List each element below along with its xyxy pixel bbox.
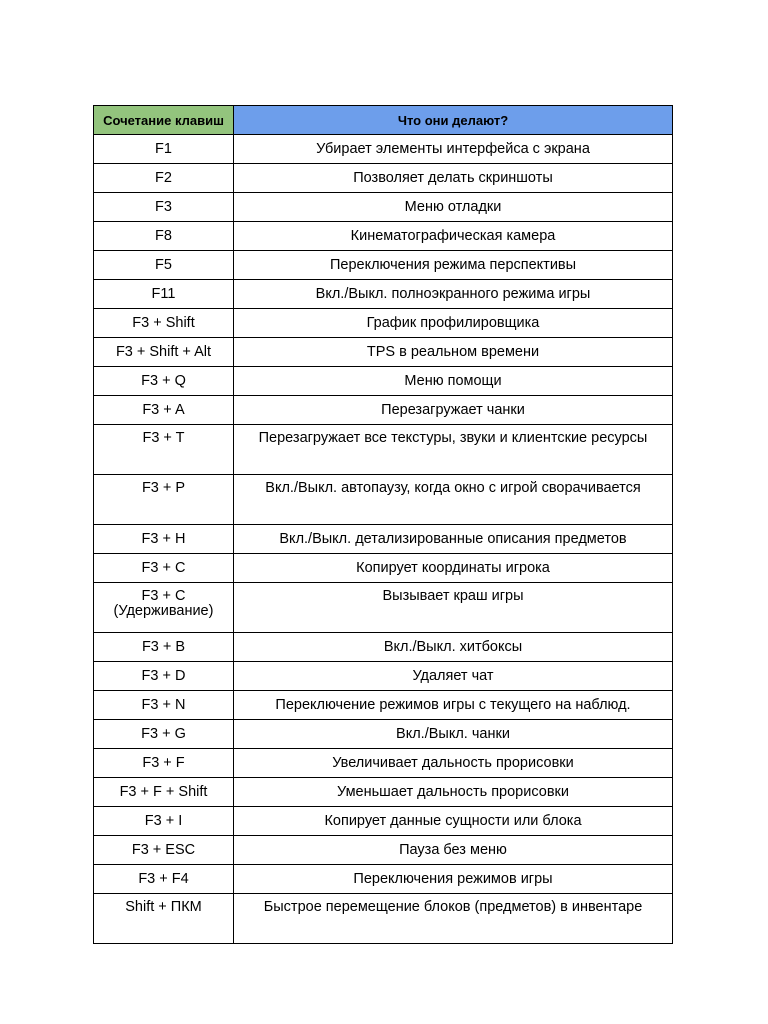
- table-row: [94, 865, 673, 894]
- table-row: [94, 525, 673, 554]
- description-cell: Вкл./Выкл. детализированные описания предметов: [234, 525, 673, 554]
- table-row: [94, 836, 673, 865]
- table-row: [94, 633, 673, 662]
- key-combo-cell: F3 + T: [94, 425, 234, 475]
- table-row: [94, 396, 673, 425]
- table-row: [94, 309, 673, 338]
- header-row: [94, 106, 673, 135]
- description-cell: Меню отладки: [234, 193, 673, 222]
- table-row: [94, 778, 673, 807]
- description-cell: Пауза без меню: [234, 836, 673, 865]
- key-combo-cell: F3 + Shift + Alt: [94, 338, 234, 367]
- key-combo-cell: F11: [94, 280, 234, 309]
- key-combo-cell: F3 + B: [94, 633, 234, 662]
- table-row: [94, 583, 673, 633]
- table-row: [94, 193, 673, 222]
- key-combo-cell: F3 + A: [94, 396, 234, 425]
- description-cell: TPS в реальном времени: [234, 338, 673, 367]
- description-cell: Меню помощи: [234, 367, 673, 396]
- key-combo-cell: F3 + F4: [94, 865, 234, 894]
- key-combo-cell: F3 + F: [94, 749, 234, 778]
- header-combo: Сочетание клавиш: [94, 106, 234, 135]
- key-combo-cell: F3 + H: [94, 525, 234, 554]
- key-combo-cell: F3 + N: [94, 691, 234, 720]
- key-combo-cell: F3 + C (Удерживание): [94, 583, 234, 633]
- description-cell: Переключения режимов игры: [234, 865, 673, 894]
- description-cell: Уменьшает дальность прорисовки: [234, 778, 673, 807]
- table-row: [94, 338, 673, 367]
- table-row: [94, 554, 673, 583]
- description-cell: Перезагружает чанки: [234, 396, 673, 425]
- description-cell: Кинематографическая камера: [234, 222, 673, 251]
- header-description: Что они делают?: [234, 106, 673, 135]
- key-combo-cell: F3 + C: [94, 554, 234, 583]
- key-combo-cell: F5: [94, 251, 234, 280]
- table-row: [94, 894, 673, 944]
- table-row: [94, 164, 673, 193]
- table-row: [94, 475, 673, 525]
- description-cell: Переключение режимов игры с текущего на наблюд.: [234, 691, 673, 720]
- table-row: [94, 662, 673, 691]
- key-combo-cell: F1: [94, 135, 234, 164]
- table-body: [94, 135, 673, 944]
- table-row: [94, 251, 673, 280]
- key-combo-cell: F3: [94, 193, 234, 222]
- description-cell: Позволяет делать скриншоты: [234, 164, 673, 193]
- description-cell: Вкл./Выкл. хитбоксы: [234, 633, 673, 662]
- key-combo-cell: F3 + Shift: [94, 309, 234, 338]
- description-cell: График профилировщика: [234, 309, 673, 338]
- description-cell: Копирует данные сущности или блока: [234, 807, 673, 836]
- key-combo-cell: F3 + F + Shift: [94, 778, 234, 807]
- table-row: [94, 807, 673, 836]
- key-combo-cell: F3 + D: [94, 662, 234, 691]
- description-cell: Копирует координаты игрока: [234, 554, 673, 583]
- key-combo-cell: F3 + Q: [94, 367, 234, 396]
- key-combo-cell: F3 + G: [94, 720, 234, 749]
- table-row: [94, 425, 673, 475]
- table-row: [94, 749, 673, 778]
- table-row: [94, 720, 673, 749]
- table-row: [94, 367, 673, 396]
- key-combo-cell: F3 + I: [94, 807, 234, 836]
- description-cell: Убирает элементы интерфейса с экрана: [234, 135, 673, 164]
- table-row: [94, 135, 673, 164]
- description-cell: Вкл./Выкл. автопаузу, когда окно с игрой сворачивается: [234, 475, 673, 525]
- description-cell: Вкл./Выкл. чанки: [234, 720, 673, 749]
- description-cell: Вызывает краш игры: [234, 583, 673, 633]
- hotkeys-table: [93, 105, 673, 944]
- table-row: [94, 222, 673, 251]
- key-combo-cell: F8: [94, 222, 234, 251]
- description-cell: Переключения режима перспективы: [234, 251, 673, 280]
- key-combo-cell: F3 + P: [94, 475, 234, 525]
- table-row: [94, 280, 673, 309]
- description-cell: Быстрое перемещение блоков (предметов) в инвентаре: [234, 894, 673, 944]
- key-combo-cell: F3 + ESC: [94, 836, 234, 865]
- key-combo-cell: Shift + ПКМ: [94, 894, 234, 944]
- description-cell: Увеличивает дальность прорисовки: [234, 749, 673, 778]
- description-cell: Вкл./Выкл. полноэкранного режима игры: [234, 280, 673, 309]
- table-row: [94, 691, 673, 720]
- description-cell: Перезагружает все текстуры, звуки и клиентские ресурсы: [234, 425, 673, 475]
- description-cell: Удаляет чат: [234, 662, 673, 691]
- key-combo-cell: F2: [94, 164, 234, 193]
